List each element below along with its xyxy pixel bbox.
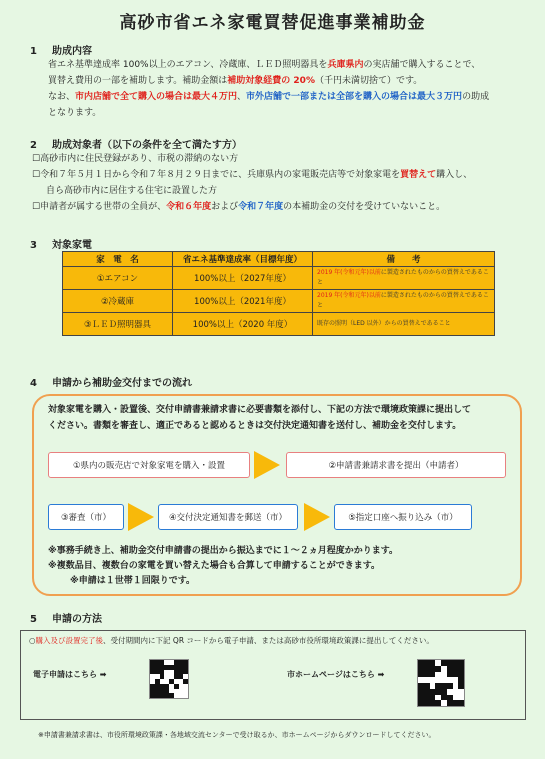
flow-step-3: ③審査（市） (48, 504, 124, 530)
row-name: ③ＬＥＤ照明器具 (63, 313, 173, 336)
method-box (20, 630, 526, 720)
section-2-body (32, 151, 472, 215)
arrow-right-icon (254, 451, 280, 479)
table-header-row (63, 252, 495, 267)
row-rate: 100%以上（2021年度） (173, 290, 313, 313)
row-rate: 100%以上（2027年度） (173, 267, 313, 290)
flow-step-1: ①県内の販売店で対象家電を購入・設置 (48, 452, 250, 478)
arrow-right-icon (304, 503, 330, 531)
s2-line-4: ☐申請者が属する世帯の全員が、令和６年度および令和７年度の本補助金の交付を受けていないこと。 (32, 202, 446, 212)
row-note: 2019 年(令和元年)以前に製造されたものからの買替えであること (313, 290, 495, 313)
flow-notes: ※事務手続き上、補助金交付申請書の提出から振込までに１～２ヵ月程度かかります。 ※複数品目、複数台の家電を買い替えた場合も合算して申請することができます。 ※申請は１世帯１回限りです。 (48, 546, 399, 586)
s1-line-4: となります。 (48, 108, 102, 118)
row-rate: 100%以上（2020 年度） (173, 313, 313, 336)
table-row (63, 313, 495, 336)
flow-step-5: ⑤指定口座へ振り込み（市） (334, 504, 472, 530)
col-header-rate: 省エネ基準達成率（目標年度） (173, 252, 313, 267)
table-row (63, 267, 495, 290)
section-2-heading: 2 助成対象者（以下の条件を全て満たす方） (30, 140, 242, 151)
s1-line-1: 省エネ基準達成率 100%以上のエアコン、冷蔵庫、ＬＥＤ照明器具を兵庫県内の実店舗で購入することで、 (48, 60, 481, 70)
appliance-table (62, 251, 495, 336)
s2-line-1: ☐高砂市内に住民登録があり、市税の滞納のない方 (32, 154, 239, 164)
row-name: ②冷蔵庫 (63, 290, 173, 313)
row-note: 2019 年(令和元年)以前に製造されたものからの買替えであること (313, 267, 495, 290)
qr-code-e-application[interactable] (149, 659, 189, 699)
s2-line-3: 自ら高砂市内に居住する住宅に設置した方 (46, 186, 218, 196)
page-title: 高砂市省エネ家電買替促進事業補助金 (119, 13, 426, 33)
arrow-right-icon: ➡ (99, 670, 107, 679)
s1-line-3: なお、市内店舗で全て購入の場合は最大４万円、市外店舗で一部または全部を購入の場合は最大３万円の助成 (48, 92, 490, 102)
row-note: 既存の照明（LED 以外）からの買替えであること (313, 313, 495, 336)
s2-line-2: ☐令和７年５月１日から令和７年８月２９日までに、兵庫県内の家電販売店等で対象家電を買替えて購入し、 (32, 170, 473, 180)
flow-step-2: ②申請書兼請求書を提出（申請者） (286, 452, 506, 478)
arrow-right-icon: ➡ (377, 670, 385, 679)
section-4-heading: 4 申請から補助金交付までの流れ (30, 378, 192, 389)
qr-code-homepage[interactable] (417, 659, 465, 707)
section-3-heading: 3 対象家電 (30, 240, 92, 251)
flow-intro: 対象家電を購入・設置後、交付申請書兼請求書に必要書類を添付し、下記の方法で環境政策課に提出して ください。書類を審査し、適正であると認めるときは交付決定通知書を送付し、補助金を交付します。 (48, 405, 472, 431)
section-1-title: 助成内容 (52, 46, 92, 57)
section-1-body (48, 57, 489, 121)
flow-box (32, 394, 522, 596)
flow-step-4: ④交付決定通知書を郵送（市） (158, 504, 298, 530)
method-lead: ○購入及び設置完了後、受付期間内に下記 QR コードから電子申請、または高砂市役所環境政策課に提出してください。 (29, 636, 434, 645)
section-1-heading (30, 42, 92, 57)
e-application-label: 電子申請はこちら ➡ (33, 670, 107, 679)
footnote: ※申請書兼請求書は、市役所環境政策課・各地域交流センターで受け取るか、市ホームページからダウンロードしてください。 (38, 731, 436, 739)
s1-line-2: 買替え費用の一部を補助します。補助金額は補助対象経費の 20%（千円未満切捨て）です。 (48, 76, 423, 86)
homepage-label: 市ホームページはこちら ➡ (287, 670, 385, 679)
col-header-note: 備 考 (313, 252, 495, 267)
col-header-name: 家 電 名 (63, 252, 173, 267)
table-row (63, 290, 495, 313)
row-name: ①エアコン (63, 267, 173, 290)
section-1-number: 1 (30, 46, 37, 57)
section-5-heading: 5 申請の方法 (30, 614, 102, 625)
arrow-right-icon (128, 503, 154, 531)
